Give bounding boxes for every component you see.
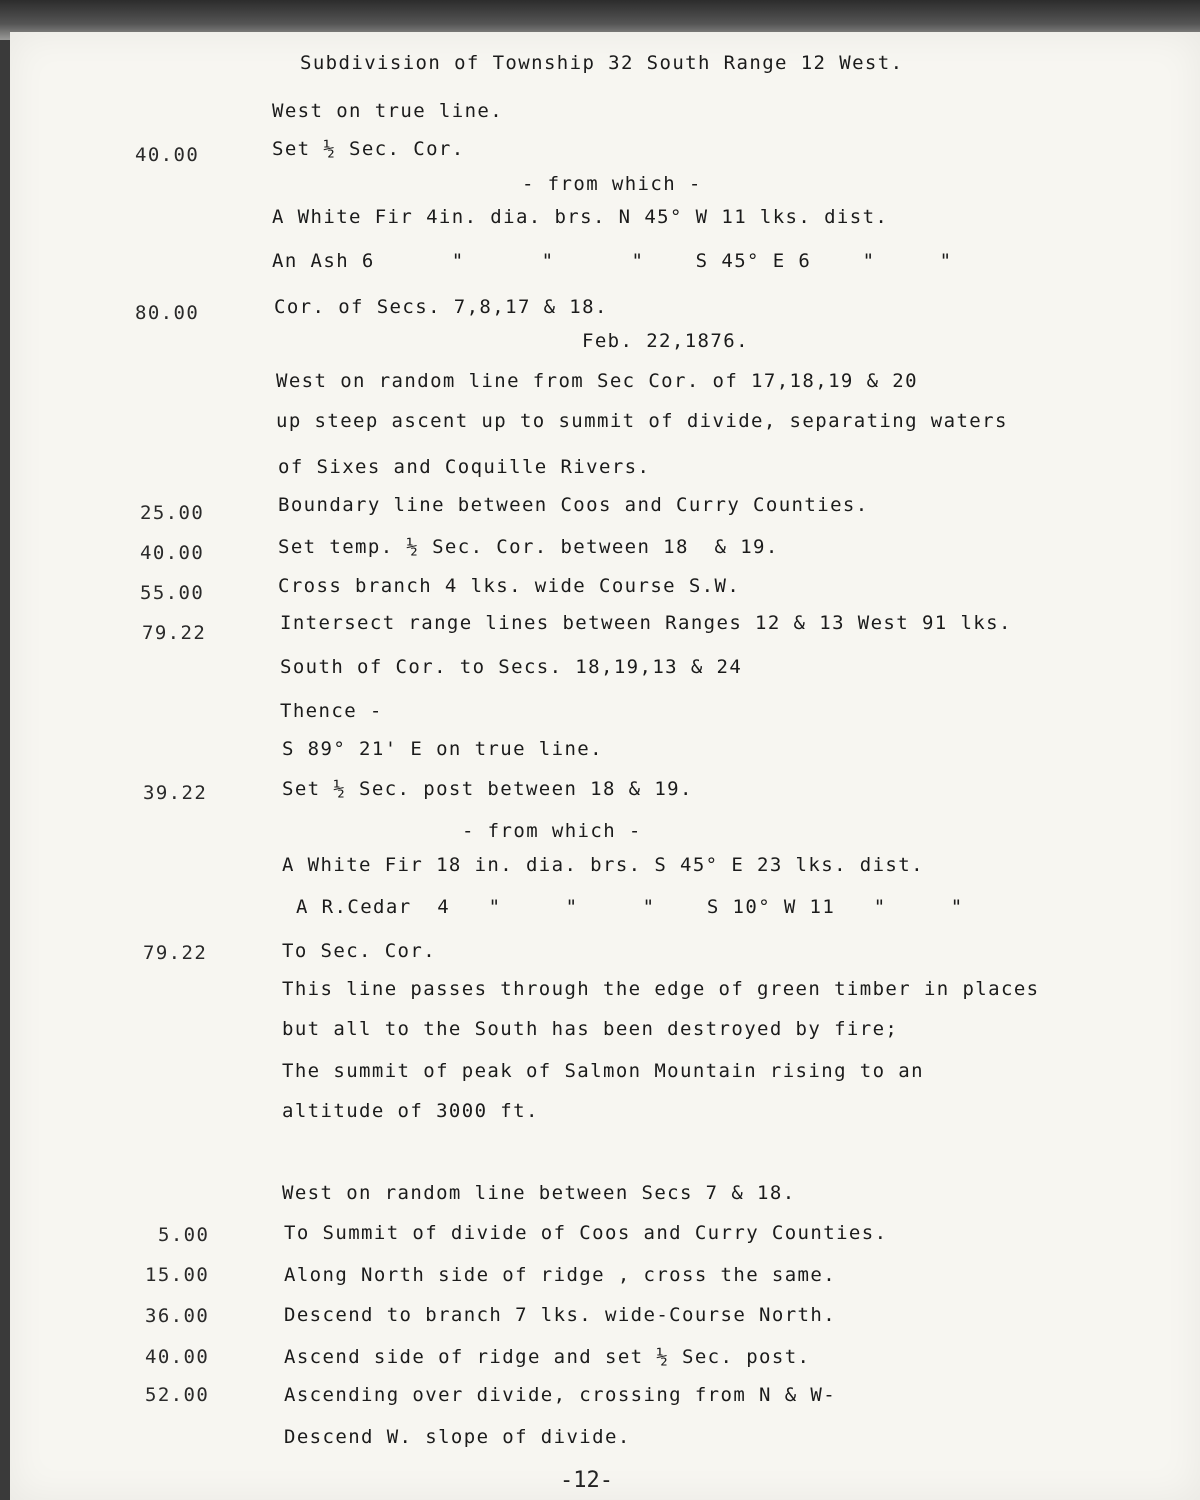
entry-chain: 52.00 xyxy=(145,1384,210,1406)
entry-text: A White Fir 4in. dia. brs. N 45° W 11 lks. dist. xyxy=(272,206,889,228)
entry-chain: 39.22 xyxy=(143,782,208,804)
entry-text: South of Cor. to Secs. 18,19,13 & 24 xyxy=(280,656,743,678)
entry-text: Set temp. ½ Sec. Cor. between 18 & 19. xyxy=(278,536,779,558)
entry-text: but all to the South has been destroyed by fire; xyxy=(282,1018,899,1040)
entry-text: Cross branch 4 lks. wide Course S.W. xyxy=(278,575,741,597)
entry-text: Thence - xyxy=(280,700,383,722)
entry-chain: 79.22 xyxy=(143,942,208,964)
entry-text: altitude of 3000 ft. xyxy=(282,1100,539,1122)
entry-text: up steep ascent up to summit of divide, separating waters xyxy=(276,410,1008,432)
entry-text: Intersect range lines between Ranges 12 & 13 West 91 lks. xyxy=(280,612,1012,634)
entry-text: Ascending over divide, crossing from N & W- xyxy=(284,1384,837,1406)
entry-chain: 40.00 xyxy=(140,542,205,564)
entry-text: West on true line. xyxy=(272,100,504,122)
entry-text: A R.Cedar 4 " " " S 10° W 11 " " xyxy=(296,896,964,918)
entry-text: - from which - xyxy=(462,820,642,842)
entry-text: Boundary line between Coos and Curry Counties. xyxy=(278,494,869,516)
entry-text: Set ½ Sec. Cor. xyxy=(272,138,465,160)
entry-text: Ascend side of ridge and set ½ Sec. post. xyxy=(284,1346,811,1368)
entry-text: A White Fir 18 in. dia. brs. S 45° E 23 lks. dist. xyxy=(282,854,924,876)
entry-text: Cor. of Secs. 7,8,17 & 18. xyxy=(274,296,608,318)
entry-text: Set ½ Sec. post between 18 & 19. xyxy=(282,778,693,800)
entry-chain: 36.00 xyxy=(145,1305,210,1327)
entry-text: - from which - xyxy=(522,173,702,195)
entry-chain: 15.00 xyxy=(145,1264,210,1286)
entry-text: Along North side of ridge , cross the same. xyxy=(284,1264,837,1286)
entry-text: To Summit of divide of Coos and Curry Counties. xyxy=(284,1222,888,1244)
entry-text: West on random line between Secs 7 & 18. xyxy=(282,1182,796,1204)
entry-text: of Sixes and Coquille Rivers. xyxy=(278,456,651,478)
entry-chain: 80.00 xyxy=(135,302,200,324)
entry-chain: 40.00 xyxy=(135,144,200,166)
entry-text: This line passes through the edge of green timber in places xyxy=(282,978,1040,1000)
entry-chain: 5.00 xyxy=(158,1224,210,1246)
page-number: -12- xyxy=(560,1468,613,1493)
page-title: Subdivision of Township 32 South Range 12 West. xyxy=(300,52,904,74)
entry-text: West on random line from Sec Cor. of 17,18,19 & 20 xyxy=(276,370,918,392)
entry-chain: 79.22 xyxy=(142,622,207,644)
entry-text: The summit of peak of Salmon Mountain rising to an xyxy=(282,1060,924,1082)
entry-text: To Sec. Cor. xyxy=(282,940,437,962)
entry-chain: 25.00 xyxy=(140,502,205,524)
entry-chain: 55.00 xyxy=(140,582,205,604)
entry-text: An Ash 6 " " " S 45° E 6 " " xyxy=(272,250,953,272)
entry-text: Descend W. slope of divide. xyxy=(284,1426,631,1448)
entry-date: Feb. 22,1876. xyxy=(582,330,749,352)
entry-chain: 40.00 xyxy=(145,1346,210,1368)
entry-text: Descend to branch 7 lks. wide-Course North. xyxy=(284,1304,837,1326)
entry-text: S 89° 21' E on true line. xyxy=(282,738,603,760)
